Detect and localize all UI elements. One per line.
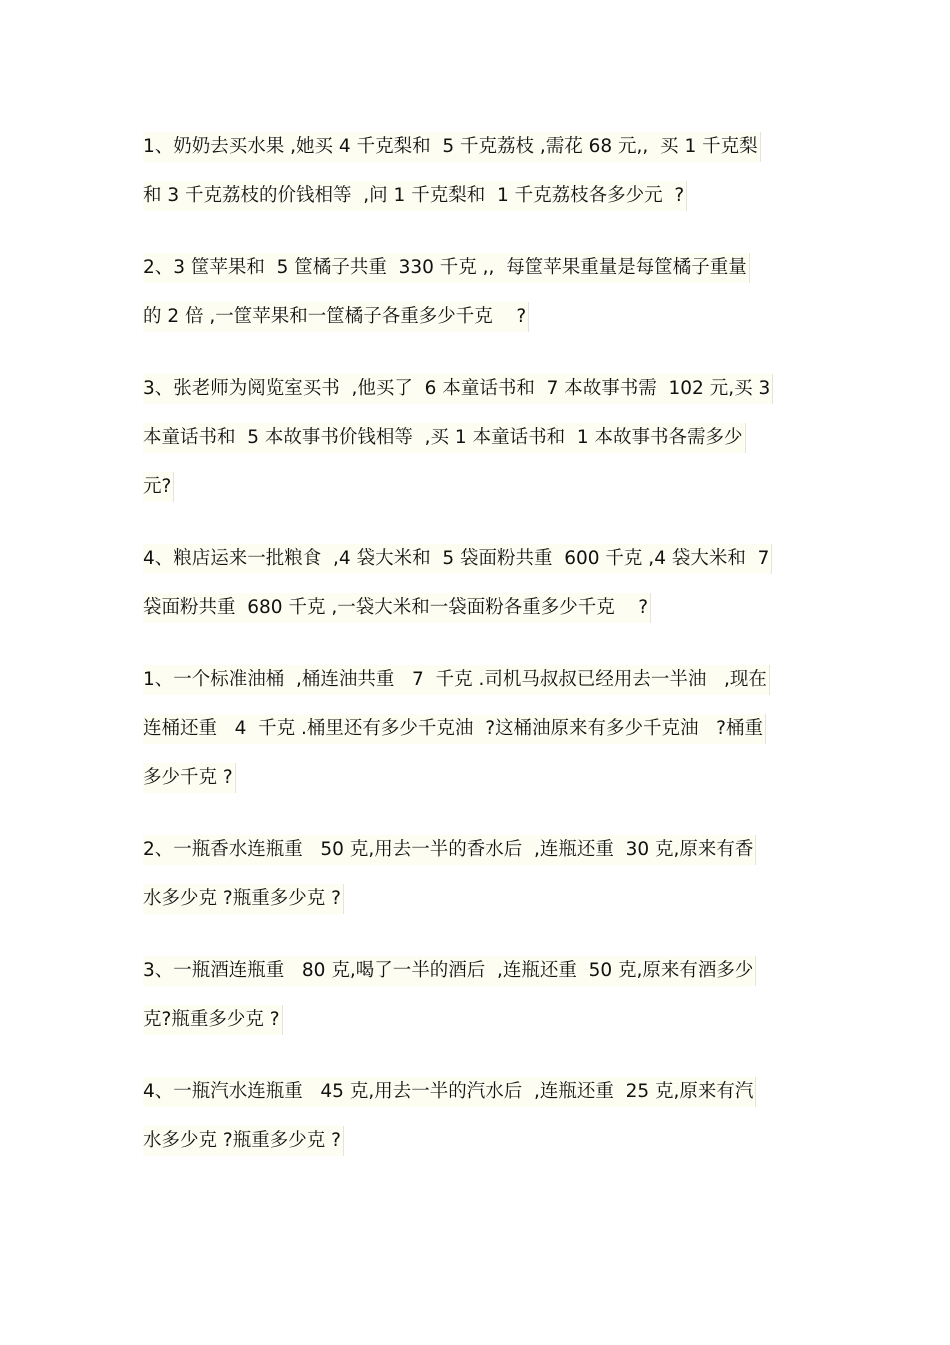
problem-text: 连桶还重 4 千克 .桶里还有多少千克油 ?这桶油原来有多少千克油 ?桶重 — [143, 714, 766, 744]
problem-line — [143, 655, 807, 704]
problem-list — [143, 122, 807, 1188]
problem-text: 2、3 筐苹果和 5 筐橘子共重 330 千克 ,, 每筐苹果重量是每筐橘子重量 — [143, 253, 750, 283]
problem-line — [143, 1116, 807, 1165]
problem-text: 4、一瓶汽水连瓶重 45 克,用去一半的汽水后 ,连瓶还重 25 克,原来有汽 — [143, 1077, 756, 1107]
problem-line — [143, 171, 807, 220]
problem-text: 本童话书和 5 本故事书价钱相等 ,买 1 本童话书和 1 本故事书各需多少 — [143, 423, 746, 453]
problem-text: 元? — [143, 472, 174, 502]
problem-text: 和 3 千克荔枝的价钱相等 ,问 1 千克梨和 1 千克荔枝各多少元 ? — [143, 181, 687, 211]
problem-text: 1、一个标准油桶 ,桶连油共重 7 千克 .司机马叔叔已经用去一半油 ,现在 — [143, 665, 770, 695]
problem-line — [143, 122, 807, 171]
problem-line — [143, 825, 807, 874]
problem-line — [143, 413, 807, 462]
problem-text: 4、粮店运来一批粮食 ,4 袋大米和 5 袋面粉共重 600 千克 ,4 袋大米和 7 — [143, 544, 772, 574]
problem-text: 多少千克 ? — [143, 763, 236, 793]
problem-5 — [143, 655, 807, 802]
problem-text: 的 2 倍 ,一筐苹果和一筐橘子各重多少千克 ? — [143, 302, 529, 332]
problem-2 — [143, 243, 807, 341]
problem-text: 克?瓶重多少克 ? — [143, 1005, 283, 1035]
problem-text: 3、一瓶酒连瓶重 80 克,喝了一半的酒后 ,连瓶还重 50 克,原来有酒多少 — [143, 956, 756, 986]
problem-line — [143, 946, 807, 995]
problem-line — [143, 704, 807, 753]
problem-text: 水多少克 ?瓶重多少克 ? — [143, 1126, 344, 1156]
problem-1 — [143, 122, 807, 220]
problem-4 — [143, 534, 807, 632]
problem-8 — [143, 1067, 807, 1165]
problem-3 — [143, 364, 807, 511]
problem-text: 1、奶奶去买水果 ,她买 4 千克梨和 5 千克荔枝 ,需花 68 元,, 买 1 千克梨 — [143, 132, 761, 162]
problem-line — [143, 243, 807, 292]
problem-text: 3、张老师为阅览室买书 ,他买了 6 本童话书和 7 本故事书需 102 元,买 3 — [143, 374, 773, 404]
problem-text: 袋面粉共重 680 千克 ,一袋大米和一袋面粉各重多少千克 ? — [143, 593, 651, 623]
problem-line — [143, 292, 807, 341]
problem-line — [143, 995, 807, 1044]
problem-6 — [143, 825, 807, 923]
problem-line — [143, 462, 807, 511]
problem-line — [143, 534, 807, 583]
problem-line — [143, 874, 807, 923]
problem-line — [143, 753, 807, 802]
problem-line — [143, 583, 807, 632]
problem-text: 水多少克 ?瓶重多少克 ? — [143, 884, 344, 914]
problem-text: 2、一瓶香水连瓶重 50 克,用去一半的香水后 ,连瓶还重 30 克,原来有香 — [143, 835, 756, 865]
problem-line — [143, 364, 807, 413]
problem-line — [143, 1067, 807, 1116]
problem-7 — [143, 946, 807, 1044]
